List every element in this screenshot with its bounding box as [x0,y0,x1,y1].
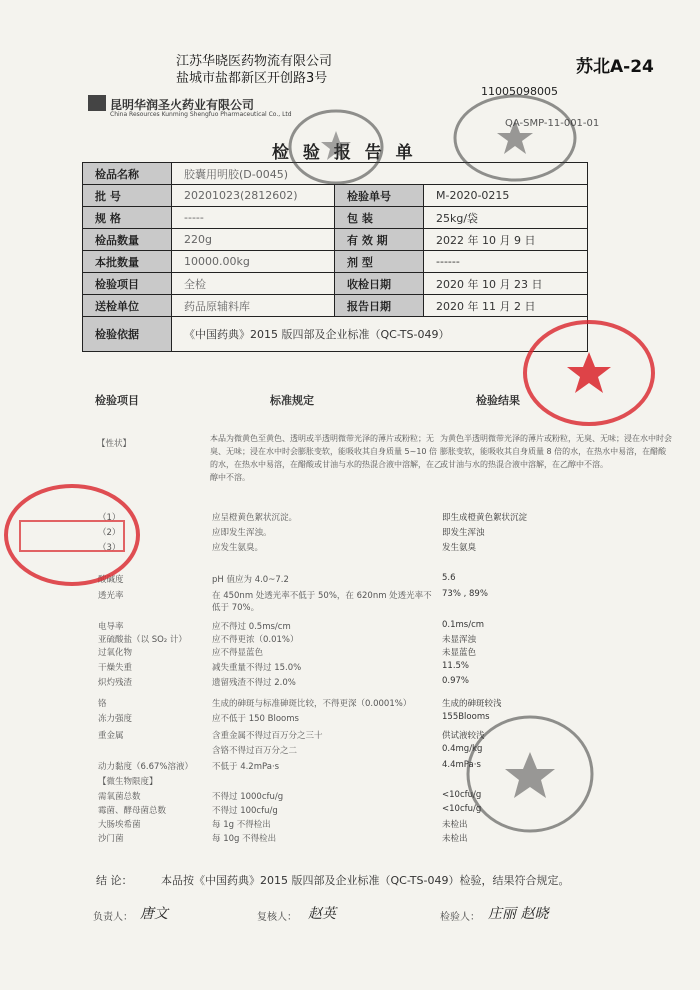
expiry-value: 2022 年 10 月 9 日 [424,229,588,251]
conclusion-label: 结 论： [96,874,133,887]
reviewer-signature: 赵英 [308,906,336,922]
row-standard: 含铬不得过百万分之二 [212,746,298,756]
product-label: 检品名称 [83,163,172,185]
row-result: 未检出 [442,834,468,844]
row-item: 需氧菌总数 [98,792,141,802]
row-standard: 应即发生浑浊。 [212,528,272,538]
manufacturer-name-en: China Resources Kunming Shengfuo Pharmaceutical Co., Ltd [110,111,292,118]
row-result: 11.5% [442,661,470,671]
report-title: 检 验 报 告 单 [272,143,417,163]
row-result: 0.1ms/cm [442,620,485,630]
report-date-label: 报告日期 [335,295,424,317]
traits-label: 【性状】 [97,439,132,449]
row-result: <10cfu/g [442,790,482,800]
conclusion-text: 本品按《中国药典》2015 版四部及企业标准（QC-TS-049）检验，结果符合规定。 [161,874,570,887]
recv-value: 2020 年 10 月 23 日 [424,273,588,295]
row-result: 未显浑浊 [442,635,477,645]
row-result: 即发生浑浊 [442,528,485,538]
batch-label: 批 号 [83,185,172,207]
test-no-value: M-2020-0215 [424,185,588,207]
manufacturer-name: 昆明华润圣火药业有限公司 [110,98,255,112]
row-standard: 减失重量不得过 15.0% [212,663,302,673]
row-item: 【微生物限度】 [98,777,158,787]
pack-value: 25kg/袋 [424,207,588,229]
row-result: 0.97% [442,676,470,686]
row-standard: 应呈橙黄色絮状沉淀。 [212,513,298,523]
responsible-label: 负责人： [93,912,133,923]
row-standard: pH 值应为 4.0~7.2 [212,575,289,585]
row-result: 0.4mg/kg [442,744,483,754]
test-no-label: 检验单号 [335,185,424,207]
report-date-value: 2020 年 11 月 2 日 [424,295,588,317]
batch-value: 20201023(2812602) [172,185,335,207]
row-item: 沙门菌 [98,834,124,844]
row-item: 亚硫酸盐（以 SO₂ 计） [98,635,187,645]
document-code: 苏北A-24 [576,57,654,77]
row-standard: 在 450nm 处透光率不低于 50%，在 620nm 处透光率不低于 70%。 [212,591,432,613]
row-standard: 每 1g 不得检出 [212,820,271,830]
distributor-name: 江苏华晓医药物流有限公司 [176,54,333,69]
row-result: 155Blooms [442,712,490,722]
row-standard: 应不得显蓝色 [212,648,264,658]
form-value: ------ [424,251,588,273]
row-standard: 应不得更浓（0.01%） [212,635,299,645]
qty-label: 检品数量 [83,229,172,251]
product-value: 胶囊用明胶(D-0045) [172,163,588,185]
spec-label: 规 格 [83,207,172,229]
row-item: （2） [98,528,121,538]
row-result: 未检出 [442,820,468,830]
manufacturer-logo-icon [88,95,106,111]
row-standard: 应发生氨臭。 [212,543,264,553]
row-item: 大肠埃希菌 [98,820,141,830]
holding-company-red-stamp [520,318,658,428]
row-result: 生成的砷斑较浅 [442,699,502,709]
qty-value: 220g [172,229,335,251]
row-item: 重金属 [98,731,124,741]
form-label: 剂 型 [335,251,424,273]
row-item: （3） [98,543,121,553]
row-result: 供试液较浅 [442,731,485,741]
item-label: 检验项目 [83,273,172,295]
item-value: 全检 [172,273,335,295]
traits-result: 为黄色半透明微带光泽的薄片或粉粒，无臭、无味；浸在水中时会膨胀变软，能吸收其自身质量 8 倍的水，在热水中易溶，在醋酸或甘油与水的热混合液中溶解，在乙醇中不溶。 [440,434,672,469]
row-result: 5.6 [442,573,456,583]
distributor-address: 盐城市盐都新区开创路3号 [176,71,328,86]
row-standard: 应不得过 0.5ms/cm [212,622,291,632]
row-result: 即生成橙黄色絮状沉淀 [442,513,528,523]
manufacturer-seal-stamp [286,107,386,187]
recv-label: 收检日期 [335,273,424,295]
unit-label: 送检单位 [83,295,172,317]
row-item: 铬 [98,699,107,709]
results-header-standard: 标准规定 [270,394,314,407]
row-item: 动力黏度（6.67%溶液） [98,762,194,772]
row-standard: 不得过 1000cfu/g [212,792,284,802]
basis-label: 检验依据 [83,317,172,352]
reviewer-label: 复核人： [257,912,297,923]
row-result: 未显蓝色 [442,648,477,658]
spec-value: ----- [172,207,335,229]
row-standard: 含重金属不得过百万分之三十 [212,731,323,741]
basis-value: 《中国药典》2015 版四部及企业标准（QC-TS-049） [172,317,588,352]
row-item: 电导率 [98,622,124,632]
row-result: 73% , 89% [442,589,488,599]
row-standard: 不低于 4.2mPa·s [212,762,280,772]
pack-label: 包 装 [335,207,424,229]
expiry-label: 有 效 期 [335,229,424,251]
inspector-signature: 庄丽 赵晓 [488,906,549,922]
results-header-result: 检验结果 [476,394,520,407]
inspector-label: 检验人： [440,912,480,923]
row-result: 发生氨臭 [442,543,477,553]
row-standard: 每 10g 不得检出 [212,834,277,844]
row-result: 4.4mPa·s [442,760,481,770]
row-item: 过氧化物 [98,648,133,658]
row-standard: 应不低于 150 Blooms [212,714,299,724]
traits-standard: 本品为微黄色至黄色、透明或半透明微带光泽的薄片或粉粒；无臭、无味；浸在水中时会膨胀变软，能吸收其自身质量 5~10 倍的水，在热水中易溶，在醋酸或甘油与水的热混合液中溶解，在乙醇中不溶。 [210,434,442,482]
info-table [82,162,588,352]
unit-value: 药品原辅料库 [172,295,335,317]
responsible-signature: 唐文 [140,906,168,922]
batch-qty-value: 10000.00kg [172,251,335,273]
row-result: <10cfu/g [442,804,482,814]
company-seal-stamp [460,712,600,837]
row-standard: 不得过 100cfu/g [212,806,278,816]
quality-dept-red-stamp [2,483,142,588]
row-standard: 生成的砷斑与标准砷斑比较，不得更深（0.0001%） [212,699,412,709]
manufacturer-special-stamp [450,92,580,184]
row-item: 透光率 [98,591,124,601]
batch-qty-label: 本批数量 [83,251,172,273]
row-item: 干燥失重 [98,663,133,673]
form-number: QA-SMP-11-001-01 [505,118,600,129]
row-item: 炽灼残渣 [98,678,133,688]
results-header-item: 检验项目 [95,394,139,407]
row-item: 霉菌、酵母菌总数 [98,806,167,816]
row-item: 酸碱度 [98,575,124,585]
row-item: （1） [98,513,121,523]
serial-number: 11005098005 [481,85,558,98]
row-standard: 遗留残渣不得过 2.0% [212,678,296,688]
row-item: 冻力强度 [98,714,133,724]
